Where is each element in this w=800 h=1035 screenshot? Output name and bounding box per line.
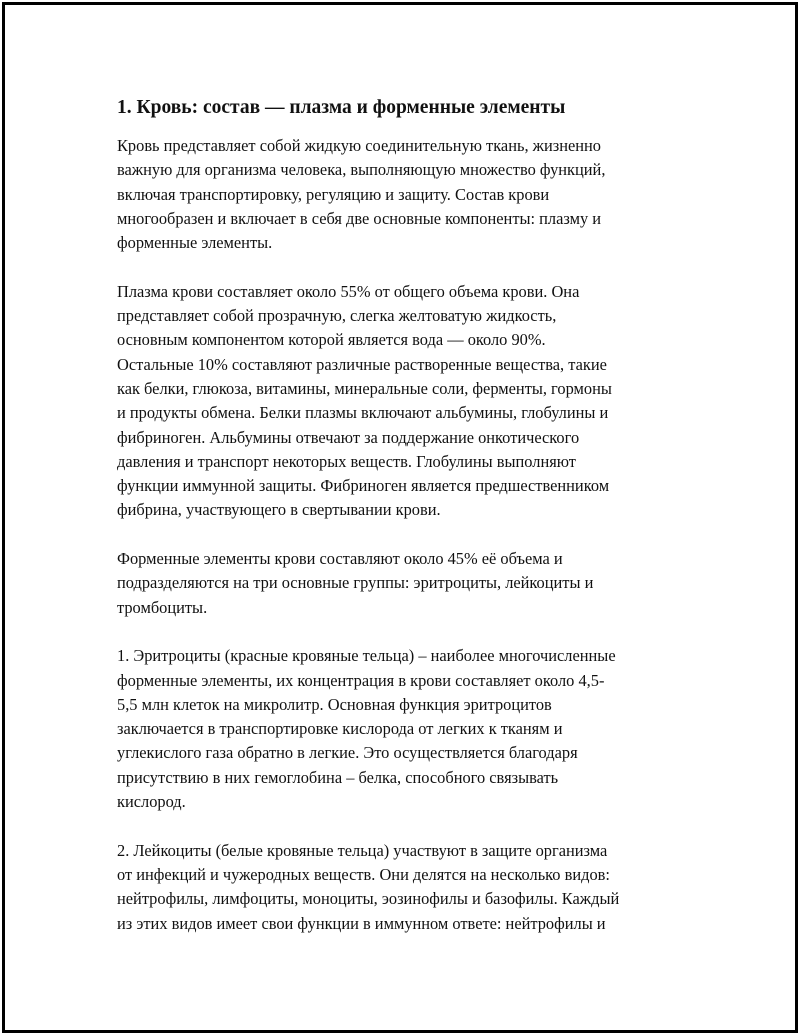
text-line: подразделяются на три основные группы: эритроциты, лейкоциты и xyxy=(117,573,594,593)
text-line: из этих видов имеет свои функции в иммунном ответе: нейтрофилы и xyxy=(117,913,606,933)
text-line: как белки, глюкоза, витамины, минеральные соли, ферменты, гормоны xyxy=(117,378,612,398)
text-line: фибрина, участвующего в свертывании крови. xyxy=(117,500,441,520)
paragraph-erythrocytes xyxy=(117,644,689,814)
text-line: и продукты обмена. Белки плазмы включают альбумины, глобулины и xyxy=(117,403,609,423)
document-body xyxy=(117,95,689,936)
text-line: фибриноген. Альбумины отвечают за поддержание онкотического xyxy=(117,427,580,447)
paragraph-spacer xyxy=(117,255,689,279)
text-line: многообразен и включает в себя две основные компоненты: плазму и xyxy=(117,208,602,228)
text-line: заключается в транспортировке кислорода от легких к тканям и xyxy=(117,719,563,739)
text-line: углекислого газа обратно в легкие. Это осуществляется благодаря xyxy=(117,743,578,763)
paragraph-plasma xyxy=(117,280,689,523)
text-line: 1. Эритроциты (красные кровяные тельца) – наиболее многочисленные xyxy=(117,646,616,666)
text-line: функции иммунной защиты. Фибриноген является предшественником xyxy=(117,476,610,496)
text-line: присутствию в них гемоглобина – белка, способного связывать xyxy=(117,767,559,787)
text-line: 2. Лейкоциты (белые кровяные тельца) участвуют в защите организма xyxy=(117,840,608,860)
section-heading: 1. Кровь: состав — плазма и форменные элементы xyxy=(117,97,566,118)
text-line: Кровь представляет собой жидкую соединительную ткань, жизненно xyxy=(117,136,602,155)
text-line: важную для организма человека, выполняющую множество функций, xyxy=(117,160,606,180)
text-line: тромбоциты. xyxy=(117,597,208,617)
text-line: форменные элементы, их концентрация в крови составляет около 4,5- xyxy=(117,670,605,690)
paragraph-spacer xyxy=(117,814,689,838)
text-line: форменные элементы. xyxy=(117,233,273,253)
paragraph-spacer xyxy=(117,620,689,644)
text-line: основным компонентом которой является вода — около 90%. xyxy=(117,330,546,350)
paragraph-intro xyxy=(117,134,689,255)
paragraph-leukocytes xyxy=(117,839,689,936)
text-line: включая транспортировку, регуляцию и защиту. Состав крови xyxy=(117,184,550,204)
text-line: Плазма крови составляет около 55% от общего объема крови. Она xyxy=(117,281,580,301)
text-line: от инфекций и чужеродных веществ. Они делятся на несколько видов: xyxy=(117,864,610,884)
text-line: нейтрофилы, лимфоциты, моноциты, эозинофилы и базофилы. Каждый xyxy=(117,889,620,909)
paragraph-formed-elements xyxy=(117,547,689,620)
text-line: Остальные 10% составляют различные растворенные вещества, такие xyxy=(117,354,607,374)
text-line: представляет собой прозрачную, слегка желтоватую жидкость, xyxy=(117,306,557,326)
paragraph-spacer xyxy=(117,523,689,547)
text-line: Форменные элементы крови составляют около 45% её объема и xyxy=(117,549,563,569)
text-line: давления и транспорт некоторых веществ. Глобулины выполняют xyxy=(117,451,576,471)
text-line: 5,5 млн клеток на микролитр. Основная функция эритроцитов xyxy=(117,694,552,714)
text-line: кислород. xyxy=(117,792,186,812)
